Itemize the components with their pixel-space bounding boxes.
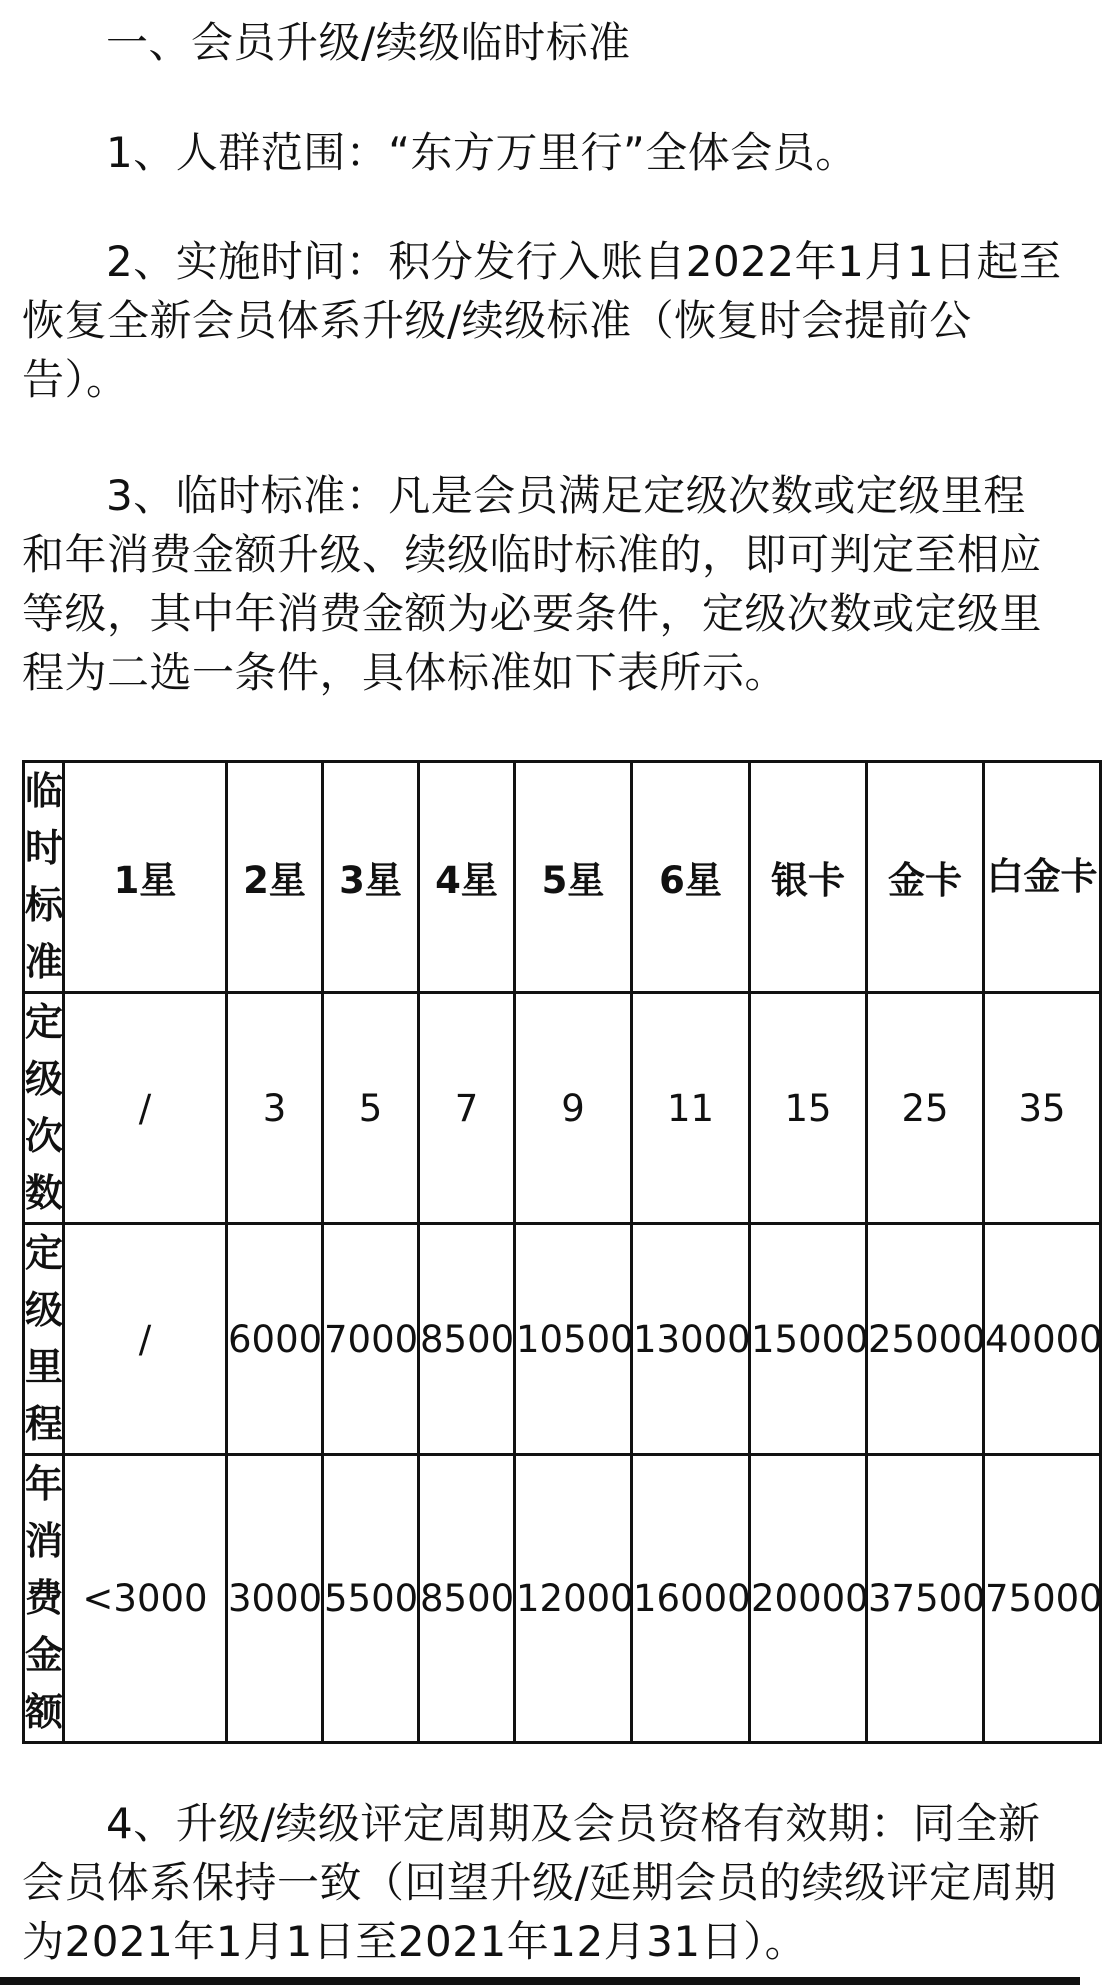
table-row [24,993,1101,1224]
header-5star: 5星 [515,762,632,993]
table-cell: <3000 [64,1455,227,1743]
header-3star: 3星 [323,762,419,993]
table-cell: 15 [750,993,867,1224]
table-cell: / [64,1224,227,1455]
table-cell: 11 [632,993,750,1224]
table-cell: 8500 [419,1224,515,1455]
item-period: 2、实施时间：积分发行入账自2022年1月1日起至恢复全新会员体系升级/续级标准（恢复时会提前公告）。 [22,237,1062,404]
table-cell: 20000 [750,1455,867,1743]
table-cell: 9 [515,993,632,1224]
table-cell: 35 [984,993,1101,1224]
row-label-mileage: 定级里程 [24,1224,64,1455]
header-silver: 银卡 [750,762,867,993]
bottom-divider [0,1977,1080,1985]
header-gold: 金卡 [867,762,984,993]
table-cell: 6000 [227,1224,323,1455]
table-row [24,1455,1101,1743]
item-scope: 1、人群范围：“东方万里行”全体会员。 [106,128,858,177]
header-4star: 4星 [419,762,515,993]
table-row [24,1224,1101,1455]
table-corner-label: 临时标准 [24,762,64,993]
header-6star: 6星 [632,762,750,993]
section-title: 一、会员升级/续级临时标准 [106,18,631,67]
table-cell: 37500 [867,1455,984,1743]
table-cell: 7 [419,993,515,1224]
item-standard: 3、临时标准：凡是会员满足定级次数或定级里程和年消费金额升级、续级临时标准的，即可判定至相应等级，其中年消费金额为必要条件，定级次数或定级里程为二选一条件，具体标准如下表所示。 [22,471,1043,697]
header-platinum: 白金卡 [984,762,1101,993]
header-1star: 1星 [64,762,227,993]
table-cell: 3000 [227,1455,323,1743]
table-cell: 25 [867,993,984,1224]
table-cell: 13000 [632,1224,750,1455]
table-cell: 75000 [984,1455,1101,1743]
table-cell: 10500 [515,1224,632,1455]
table-cell: 8500 [419,1455,515,1743]
table-cell: 40000 [984,1224,1101,1455]
row-label-segments: 定级次数 [24,993,64,1224]
table-cell: 7000 [323,1224,419,1455]
table-cell: 5500 [323,1455,419,1743]
table-cell: 16000 [632,1455,750,1743]
table-cell: 5 [323,993,419,1224]
table-cell: 15000 [750,1224,867,1455]
item-validity: 4、升级/续级评定周期及会员资格有效期：同全新会员体系保持一致（回望升级/延期会员的续级评定周期为2021年1月1日至2021年12月31日）。 [22,1799,1057,1966]
header-2star: 2星 [227,762,323,993]
table-cell: 25000 [867,1224,984,1455]
standards-table [22,760,1102,1744]
table-header-row [24,762,1101,993]
table-cell: 12000 [515,1455,632,1743]
row-label-annual-spend: 年消费金额 [24,1455,64,1743]
table-cell: 3 [227,993,323,1224]
table-cell: / [64,993,227,1224]
